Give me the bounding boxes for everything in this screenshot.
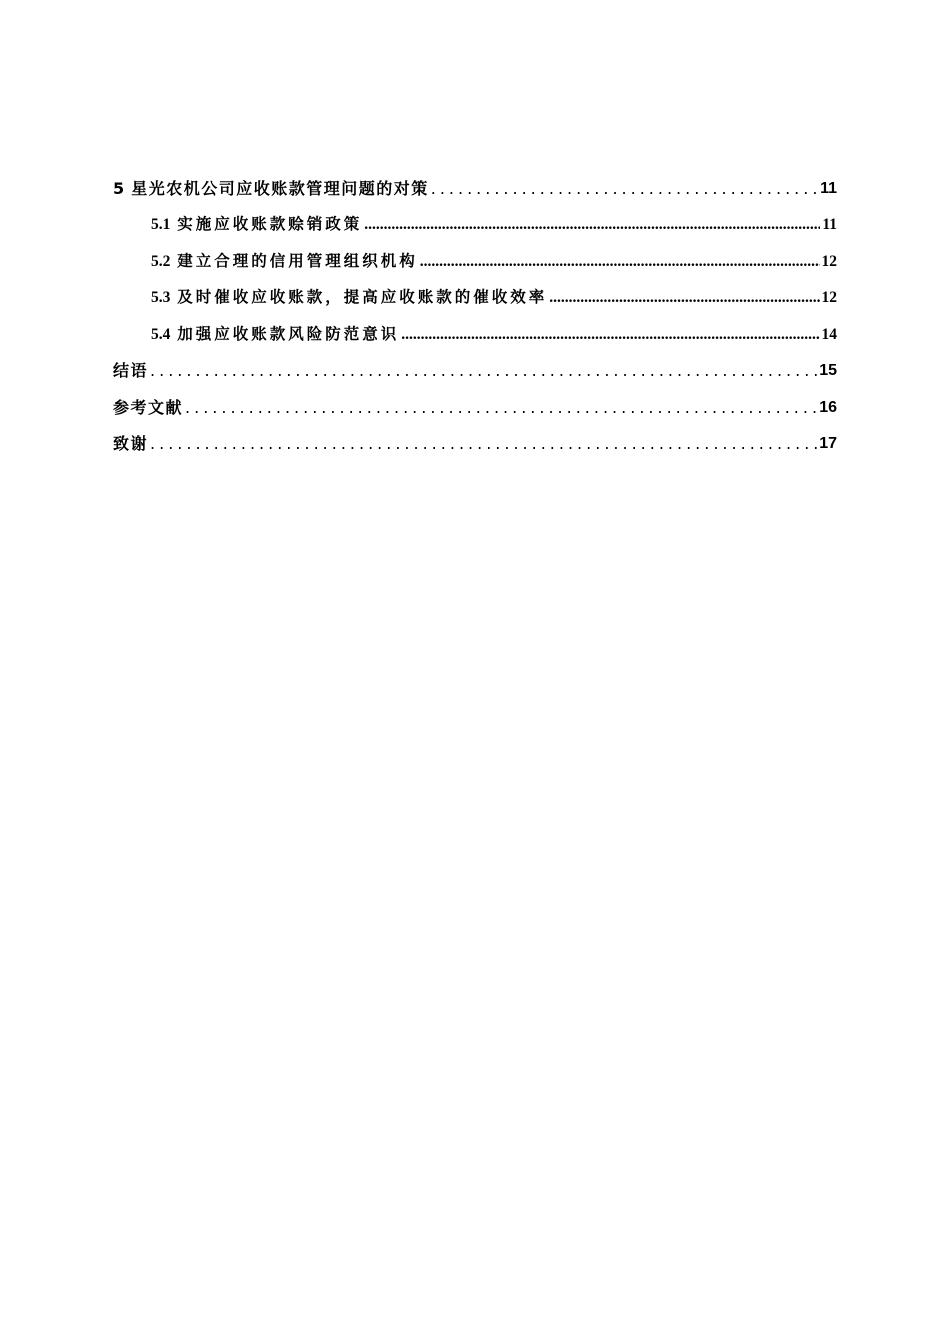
toc-entry-label [151,251,418,273]
toc-entry-page: 16 [819,398,837,416]
toc-entry-5-4[interactable] [113,309,837,346]
dot-leader [420,251,820,273]
toc-entry-page: 17 [819,435,837,452]
dot-leader [364,214,820,236]
toc-entry-title: 及时催收应收账款，提高应收账款的催收效率 [177,289,548,306]
dot-leader [150,360,817,382]
toc-entry-page: 12 [821,252,837,270]
toc-entry-label [151,324,399,346]
toc-entry-number: 5.3 [151,289,171,306]
toc-entry-conclusion[interactable] [113,346,837,383]
toc-entry-5-3[interactable] [113,273,837,310]
toc-entry-page: 15 [819,362,837,379]
toc-entry-title: 加强应收账款风险防范意识 [177,325,400,343]
dot-leader [185,397,817,419]
toc-entry-label [151,214,362,236]
toc-entry-title: 致谢 [113,434,149,453]
dot-leader [401,324,819,346]
dot-leader [549,287,819,309]
toc-entry-label [151,287,547,309]
toc-entry-page: 14 [821,325,837,343]
toc-entry-page: 11 [822,216,837,233]
toc-entry-page: 12 [821,289,837,306]
toc-entry-title: 建立合理的信用管理组织机构 [177,252,418,270]
toc-entry-5[interactable] [113,163,837,200]
dot-leader [431,178,818,200]
toc-entry-title: 星光农机公司应收账款管理问题的对策 [131,178,429,198]
toc-entry-number: 5.2 [151,252,171,270]
toc-entry-references[interactable] [113,382,837,419]
dot-leader [150,433,817,455]
toc-entry-label [113,178,429,200]
toc-entry-acknowledgements[interactable] [113,419,837,456]
toc-entry-title: 结语 [113,361,149,380]
toc-entry-number: 5.4 [151,325,171,343]
toc-entry-number: 5.1 [151,216,171,233]
toc-entry-5-1[interactable] [113,200,837,237]
toc-entry-number: 5 [113,178,125,198]
table-of-contents [113,163,837,455]
toc-entry-page: 11 [820,179,837,197]
toc-entry-5-2[interactable] [113,236,837,273]
toc-entry-title: 参考文献 [113,397,184,417]
toc-entry-title: 实施应收账款赊销政策 [177,216,363,233]
